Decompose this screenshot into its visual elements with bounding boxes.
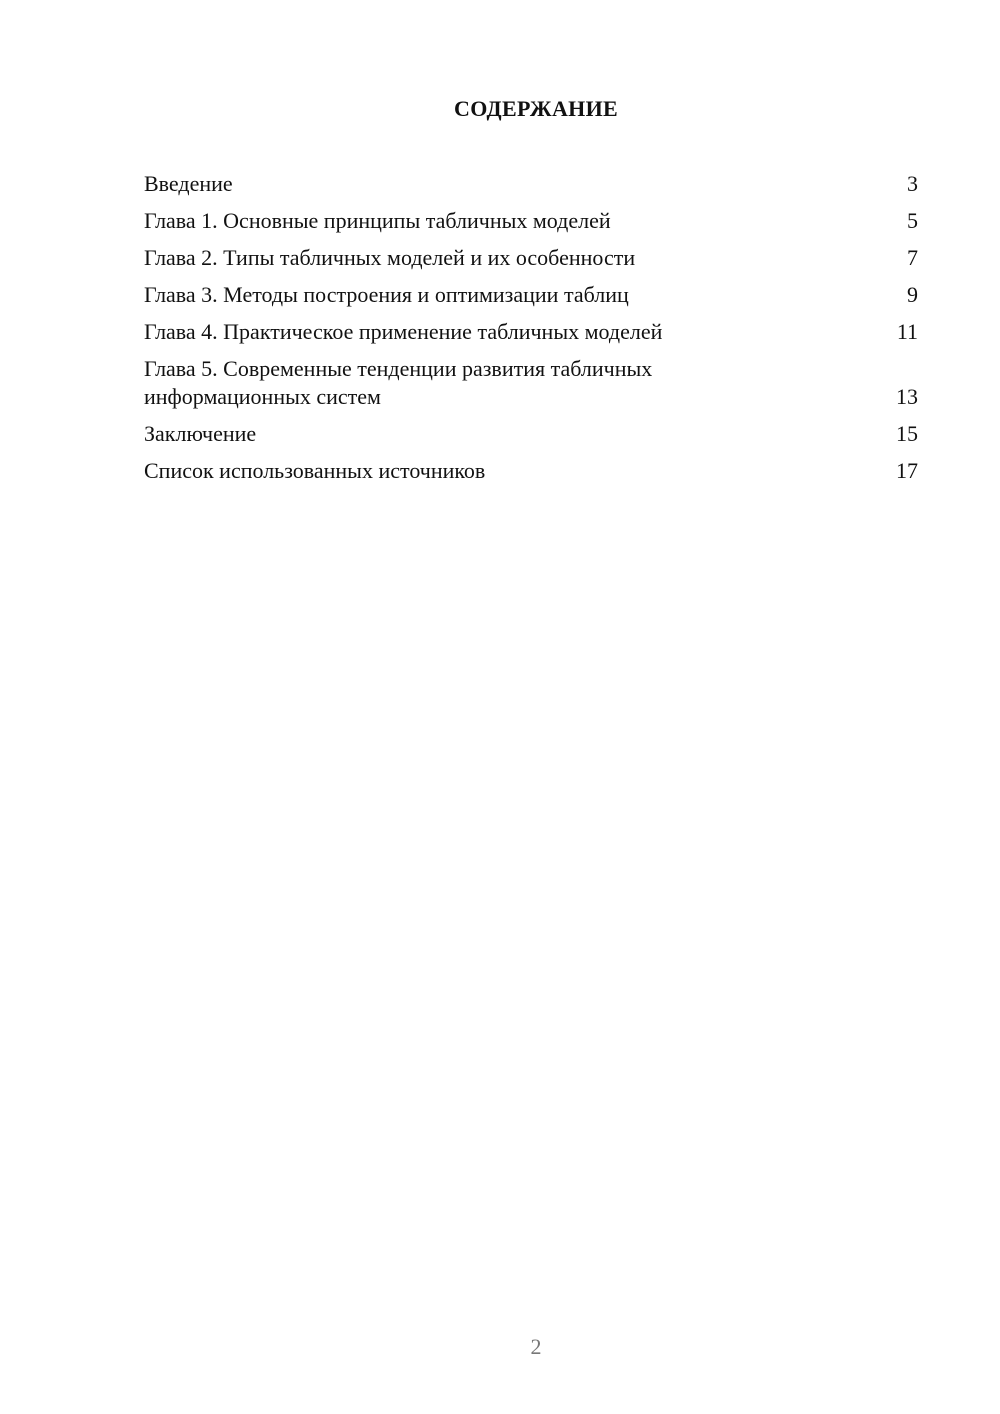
toc-entry-text: Заключение (144, 421, 257, 446)
toc-entry-text: Глава 1. Основные принципы табличных моделей (144, 208, 611, 233)
toc-entry[interactable] (144, 457, 918, 485)
toc-entry[interactable] (144, 170, 918, 198)
toc-entry-page: 5 (907, 208, 918, 233)
toc-entry[interactable] (144, 420, 918, 448)
toc-entry[interactable] (144, 207, 918, 235)
toc-entry[interactable] (144, 244, 918, 272)
toc-entry[interactable] (144, 281, 918, 309)
toc-entry-text: Введение (144, 171, 233, 196)
toc-entry-page: 9 (907, 282, 918, 307)
toc-entry-text: Глава 5. Современные тенденции развития табличных информационных систем (144, 356, 653, 409)
toc-entry-text: Глава 2. Типы табличных моделей и их особенности (144, 245, 636, 270)
toc-entry-page: 11 (896, 319, 918, 344)
toc-entry[interactable] (144, 355, 918, 411)
toc-entry-page: 13 (896, 384, 918, 409)
toc-entry-text: Список использованных источников (144, 458, 486, 483)
toc-entry-page: 3 (907, 171, 918, 196)
toc-entry[interactable] (144, 318, 918, 346)
page-number: 2 (530, 1334, 542, 1359)
toc-title: СОДЕРЖАНИЕ (454, 96, 618, 121)
toc-list (144, 170, 918, 494)
toc-entry-page: 17 (896, 458, 918, 483)
toc-entry-page: 15 (896, 421, 918, 446)
toc-entry-page: 7 (907, 245, 918, 270)
toc-entry-text: Глава 4. Практическое применение табличных моделей (144, 319, 663, 344)
toc-entry-text: Глава 3. Методы построения и оптимизации таблиц (144, 282, 629, 307)
